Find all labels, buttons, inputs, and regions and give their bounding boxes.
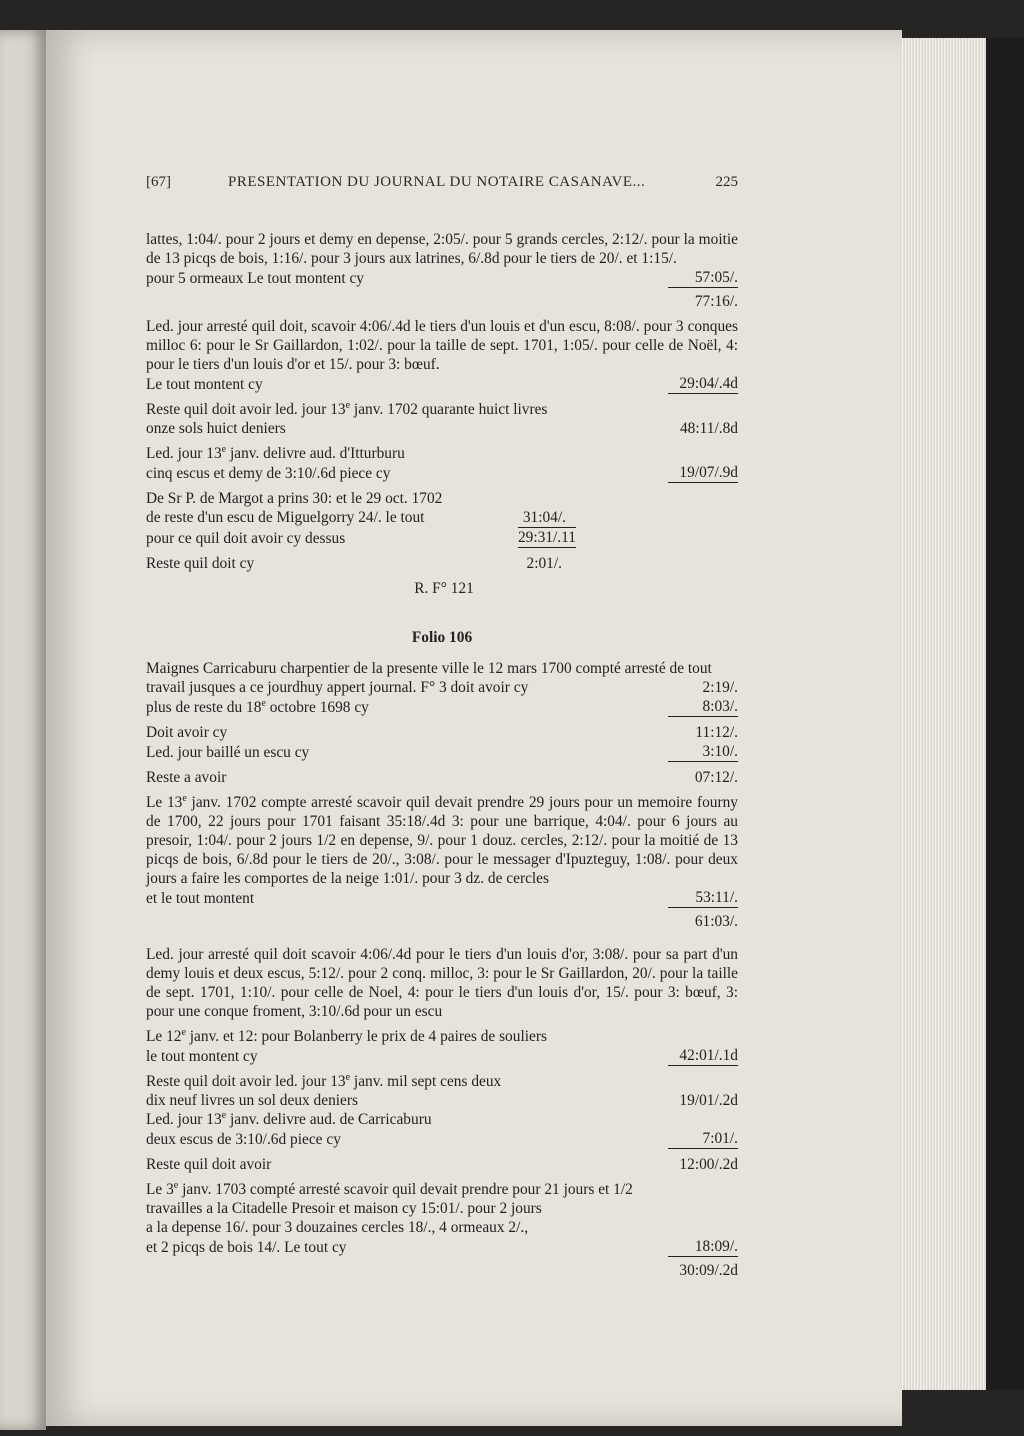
page-stack-edges — [902, 38, 986, 1390]
paragraph-5: De Sr P. de Margot a prins 30: et le 29 oct. 1702 — [146, 490, 443, 507]
line-item: travail jusques a ce jourdhuy appert journal. F° 3 doit avoir cy 2:19/. — [146, 679, 738, 696]
line-item: Reste a avoir 07:12/. — [146, 769, 738, 786]
line-item: de reste d'un escu de Miguelgorry 24/. le tout 31:04/. — [146, 509, 566, 526]
line-item: Reste quil doit avoir 12:00/.2d — [146, 1156, 738, 1173]
paragraph-4: Led. jour 13e janv. delivre aud. d'Itturburu — [146, 443, 405, 462]
paragraph-15: Led. jour 13e janv. delivre aud. de Carricaburu — [146, 1109, 432, 1128]
line-item: onze sols huict deniers 48:11/.8d — [146, 420, 738, 437]
line-item: 30:09/.2d — [679, 1262, 738, 1279]
line-item: pour ce quil doit avoir cy dessus 29:31/.11 — [146, 529, 576, 547]
paragraph-12: Led. jour arresté quil doit scavoir 4:06/.4d pour le tiers d'un louis d'or, 3:08/. pour sa part d'un demy louis et deux escus, 5:12/. pour 2 conq. milloc, 3: pour le Sr Gaillardon, 20/. pour la taille de sept. 1701, 1:10/. pour celle de Noel, 4: pour le tiers d'un louis d'or, 15/. pour 3: bœuf, 3: pour une conque froment, 3:10/.6d pour un escu — [146, 946, 738, 1020]
line-item: Reste quil doit cy 2:01/. — [146, 555, 562, 572]
header-title: PRESENTATION DU JOURNAL DU NOTAIRE CASANAVE... — [228, 174, 646, 190]
paragraph-17: Le 3e janv. 1703 compté arresté scavoir quil devait prendre pour 21 jours et 1/2 — [146, 1179, 633, 1198]
paragraph-2: Led. jour arresté quil doit, scavoir 4:06/.4d le tiers d'un louis et d'un escu, 8:08/. pour 3 conques milloc 6: pour le Sr Gaillardon, 1:02/. pour la taille de sept. 1701, 1:05/. pour celle de Noël, 4: pour le tiers d'un louis d'or et 15/. pour 3: bœuf. — [146, 318, 738, 373]
line-item: et le tout montent 53:11/. — [146, 889, 738, 907]
header-ref: [67] — [146, 174, 171, 190]
line-item: Led. jour baillé un escu cy 3:10/. — [146, 743, 738, 761]
paragraph-13: Le 12e janv. et 12: pour Bolanberry le prix de 4 paires de souliers — [146, 1026, 547, 1045]
line-item: 61:03/. — [694, 913, 738, 930]
page-body: lattes, 1:04/. pour 2 jours et demy en depense, 2:05/. pour 5 grands cercles, 2:12/. pour la moitie de 13 picqs de bois, 1:16/. pour 3 jours aux latrines, 6/.8d pour le tiers de 20/. et 1:15/. pour 5 ormeaux Le tout montent cy 57:05/. 77:16/. Led. jour arresté quil doit, scavoir 4:06/.4d le tiers d'un louis et d'un escu, 8:08/. pour 3 conques milloc 6: pour le Sr Gaillardon, 1:02/. pour la taille de sept. 1701, 1:05/. pour celle de Noël, 4: pour le tiers d'un louis d'or et 15/. pour 3: bœuf. Le tout montent cy 29:04/.4d Reste quil doit avoir led. jour 13e janv. 1702 quarante huict livres onze sols huict deniers 48:11/.8d Led. jour 13e janv. delivre aud. d'Itturburu cinq escus et demy de 3:10/.6d piece cy 19/07/.9d De Sr P. de Margot a prins 30: et le 29 oct. 1702 de reste d'un escu de Miguelgorry 24/. le tout 31:04/. pour ce quil doit avoir cy dessus 29:31/.11 Reste quil doit cy 2:01/. R. F° 121 Folio 106 Maignes Carricaburu charpentier de la presente ville le 12 mars 1700 compté arresté de tout travail jusques a ce jourdhuy appert journal. F° 3 doit avoir cy 2:19/. plus de reste du 18e octobre 1698 cy 8:03/. Doit avoir cy 11:12/. Led. jour baillé un escu cy 3:10/. Reste a avoir 07:12/. Le 13e janv. 1702 compte arresté scavoir quil devait prendre 29 jours pour un memoire fourny de 1700, 22 jours pour 1701 faisant 35:18/.4d 3: pour une barrique, 4:04/. pour 6 jours au presoir, 1:04/. pour 2 jours 1/2 en depense, 9/. pour 1 douz. cercles, 2:12/. pour la moitié de 13 picqs de bois, 6/.8d pour le tiers de 20/., 3:08/. pour le messager d'Ipuzteguy, 1:08/. pour deux jours a faire les comportes de la neige 1:01/. pour 3 dz. de cercles et le tout montent 53:11/. 61:03/. Led. jour arresté quil doit scavoir 4:06/.4d pour le tiers d'un louis d'or, 3:08/. pour sa part d'un demy louis et deux escus, 5:12/. pour 2 conq. milloc, 3: pour le Sr Gaillardon, 20/. pour la taille de sept. 1701, 1:10/. pour celle de Noel, 4: pour le tiers d'un louis d'or, 15/. pour 3: bœuf, 3: pour une conque froment, 3:10/.6d pour un escu Le 12e janv. et 12: pour Bolanberry le prix de 4 paires de souliers le tout montent cy 42:01/.1d Reste quil doit avoir led. jour 13e janv. mil sept cens deux dix neuf livres un sol deux deniers 19/01/.2d Led. jour 13e janv. delivre aud. de Carricaburu deux escus de 3:10/.6d piece cy 7:01/. Reste quil doit avoir 12:00/.2d Le 3e janv. 1703 compté arresté scavoir quil devait prendre pour 21 jours et 1/2 travailles a la Citadelle Presoir et maison cy 15:01/. pour 2 jours a la depense 16/. pour 3 douzaines cercles 18/., 4 ormeaux 2/., et 2 picqs de bois 14/. Le tout cy 18:09/. 30:09/.2d — [146, 231, 738, 1279]
folio-heading: Folio 106 — [411, 629, 473, 646]
line-item: cinq escus et demy de 3:10/.6d piece cy 19/07/.9d — [146, 464, 738, 482]
line-item: deux escus de 3:10/.6d piece cy 7:01/. — [146, 1130, 738, 1148]
line-item: pour 5 ormeaux Le tout montent cy 57:05/. — [146, 269, 738, 287]
line-item: 77:16/. — [694, 293, 738, 310]
line-item: dix neuf livres un sol deux deniers 19/01/.2d — [146, 1092, 738, 1109]
page-number: 225 — [715, 174, 738, 190]
line-item: Le tout montent cy 29:04/.4d — [146, 375, 738, 393]
line-item: le tout montent cy 42:01/.1d — [146, 1047, 738, 1065]
paragraph-11: Le 13e janv. 1702 compte arresté scavoir quil devait prendre 29 jours pour un memoire fourny de 1700, 22 jours pour 1701 faisant 35:18/.4d 3: pour une barrique, 4:04/. pour 6 jours au presoir, 1:04/. pour 2 jours 1/2 en depense, 9/. pour 1 douz. cercles, 2:12/. pour la moitié de 13 picqs de bois, 6/.8d pour le tiers de 20/., 3:08/. pour le messager d'Ipuzteguy, 1:08/. pour deux jours a faire les comportes de la neige 1:01/. pour 3 dz. de cercles — [146, 792, 738, 887]
paragraph-14: Reste quil doit avoir led. jour 13e janv. mil sept cens deux — [146, 1071, 502, 1090]
previous-page-edge — [0, 30, 46, 1430]
line-item: Doit avoir cy 11:12/. — [146, 724, 738, 741]
background-shadow — [986, 38, 1024, 1390]
folio-reference: R. F° 121 — [414, 580, 474, 597]
paragraph-1: lattes, 1:04/. pour 2 jours et demy en depense, 2:05/. pour 5 grands cercles, 2:12/. pour la moitie de 13 picqs de bois, 1:16/. pour 3 jours aux latrines, 6/.8d pour le tiers de 20/. et 1:15/. — [146, 231, 738, 267]
paragraph-3: Reste quil doit avoir led. jour 13e janv. 1702 quarante huict livres — [146, 399, 548, 418]
line-item: et 2 picqs de bois 14/. Le tout cy 18:09/. — [146, 1238, 738, 1256]
running-header — [146, 174, 738, 194]
paragraph-7: Maignes Carricaburu charpentier de la presente ville le 12 mars 1700 compté arresté de tout — [146, 660, 712, 677]
line-item: plus de reste du 18e octobre 1698 cy 8:03/. — [146, 697, 738, 716]
